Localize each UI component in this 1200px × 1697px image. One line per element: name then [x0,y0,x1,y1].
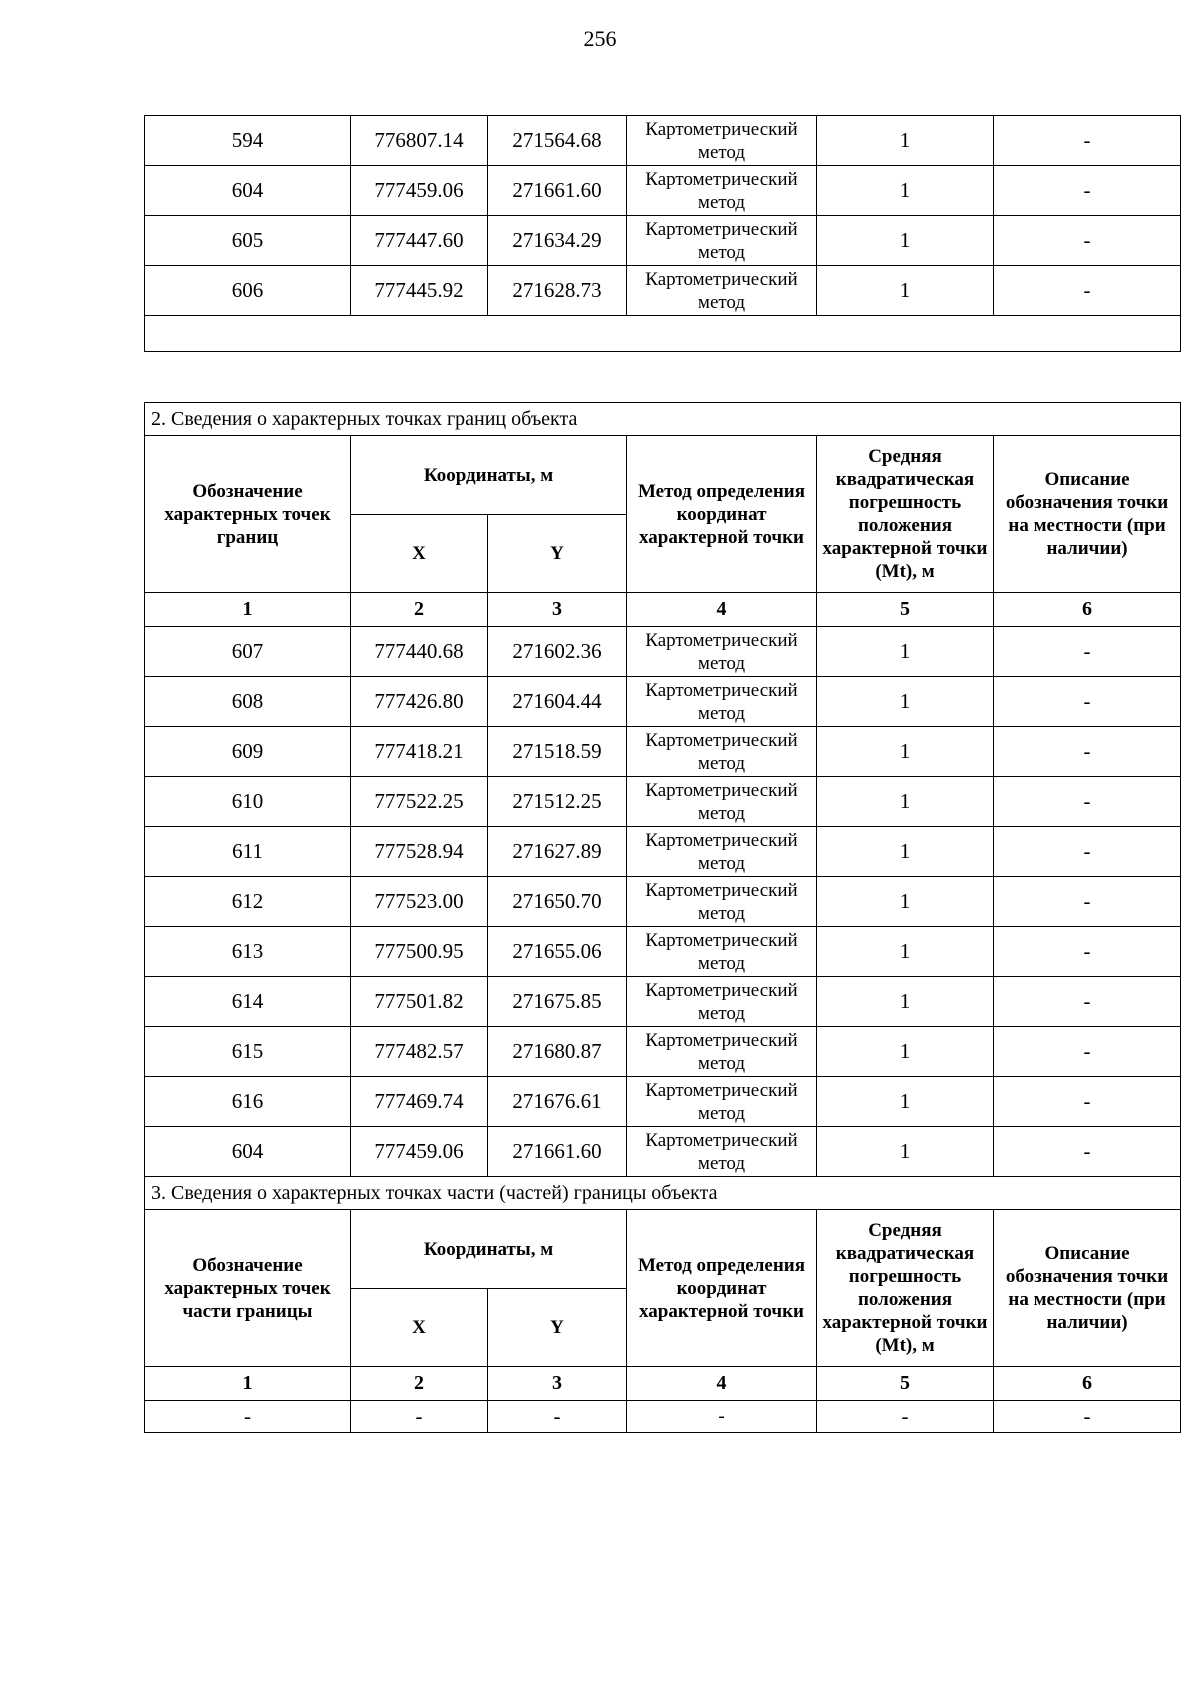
cell-x: 777426.80 [351,677,488,727]
cell-description: - [994,1077,1181,1127]
cell-point: - [145,1401,351,1433]
cell-method: Картометрический метод [627,877,817,927]
column-number: 6 [994,1367,1181,1401]
cell-point: 612 [145,877,351,927]
cell-description: - [994,627,1181,677]
cell-x: 777528.94 [351,827,488,877]
cell-x: 777501.82 [351,977,488,1027]
cell-y: 271661.60 [488,1127,627,1177]
cell-description: - [994,1027,1181,1077]
cell-point: 604 [145,1127,351,1177]
column-number: 2 [351,1367,488,1401]
cell-y: 271564.68 [488,116,627,166]
cell-x: 777482.57 [351,1027,488,1077]
cell-x: 777418.21 [351,727,488,777]
header-coords: Координаты, м [351,1210,627,1289]
cell-x: 777459.06 [351,166,488,216]
cell-y: 271512.25 [488,777,627,827]
cell-description: - [994,1401,1181,1433]
table-row [145,116,1181,166]
cell-accuracy: 1 [817,877,994,927]
cell-accuracy: 1 [817,116,994,166]
header-method: Метод определения координат характерной точки [627,436,817,593]
column-number: 1 [145,593,351,627]
section2-header [145,403,1181,627]
table-row [145,777,1181,827]
table-row [145,1027,1181,1077]
section3-title: 3. Сведения о характерных точках части (частей) границы объекта [145,1177,1181,1210]
column-number: 4 [627,1367,817,1401]
page-number: 256 [583,26,617,51]
cell-y: 271628.73 [488,266,627,316]
cell-method: Картометрический метод [627,166,817,216]
cell-accuracy: 1 [817,827,994,877]
cell-y: 271602.36 [488,627,627,677]
cell-y: 271518.59 [488,727,627,777]
cell-point: 616 [145,1077,351,1127]
table-row [145,1127,1181,1177]
cell-method: - [627,1401,817,1433]
cell-y: 271676.61 [488,1077,627,1127]
cell-description: - [994,877,1181,927]
column-number: 4 [627,593,817,627]
column-number: 3 [488,593,627,627]
table-row [145,927,1181,977]
table-row [145,877,1181,927]
cell-accuracy: 1 [817,266,994,316]
cell-point: 606 [145,266,351,316]
cell-point: 610 [145,777,351,827]
table-row [145,677,1181,727]
cell-x: 777447.60 [351,216,488,266]
table-row [145,1077,1181,1127]
cell-accuracy: 1 [817,727,994,777]
cell-accuracy: 1 [817,927,994,977]
cell-point: 607 [145,627,351,677]
cell-point: 594 [145,116,351,166]
cell-accuracy: 1 [817,1027,994,1077]
cell-x: 777523.00 [351,877,488,927]
cell-description: - [994,827,1181,877]
cell-description: - [994,777,1181,827]
column-number: 5 [817,1367,994,1401]
empty-row [145,316,1181,352]
header-y: Y [488,1289,627,1367]
column-number: 6 [994,593,1181,627]
cell-method: Картометрический метод [627,977,817,1027]
cell-method: Картометрический метод [627,927,817,977]
cell-y: 271604.44 [488,677,627,727]
section3-header [145,1177,1181,1401]
cell-y: 271650.70 [488,877,627,927]
header-method: Метод определения координат характерной точки [627,1210,817,1367]
cell-method: Картометрический метод [627,1027,817,1077]
coordinates-table-continued [144,115,1181,352]
cell-y: 271655.06 [488,927,627,977]
cell-point: 605 [145,216,351,266]
cell-description: - [994,116,1181,166]
cell-method: Картометрический метод [627,1127,817,1177]
cell-description: - [994,266,1181,316]
column-number: 5 [817,593,994,627]
cell-accuracy: 1 [817,1077,994,1127]
cell-description: - [994,166,1181,216]
section3-body [145,1401,1181,1433]
column-number: 1 [145,1367,351,1401]
cell-method: Картометрический метод [627,777,817,827]
header-point: Обозначение характерных точек части границы [145,1210,351,1367]
cell-y: 271634.29 [488,216,627,266]
cell-x: - [351,1401,488,1433]
table-row [145,727,1181,777]
cell-x: 777469.74 [351,1077,488,1127]
cell-x: 777445.92 [351,266,488,316]
table-row [145,827,1181,877]
cell-accuracy: 1 [817,977,994,1027]
header-accuracy: Средняя квадратическая погрешность положения характерной точки (Mt), м [817,1210,994,1367]
cell-method: Картометрический метод [627,216,817,266]
coordinates-table [144,402,1181,1433]
table1-body [145,116,1181,352]
header-coords: Координаты, м [351,436,627,515]
cell-y: - [488,1401,627,1433]
cell-accuracy: 1 [817,627,994,677]
column-number: 2 [351,593,488,627]
cell-point: 609 [145,727,351,777]
header-point: Обозначение характерных точек границ [145,436,351,593]
cell-accuracy: 1 [817,166,994,216]
cell-description: - [994,727,1181,777]
header-description: Описание обозначения точки на местности (при наличии) [994,1210,1181,1367]
cell-method: Картометрический метод [627,827,817,877]
section2-title: 2. Сведения о характерных точках границ объекта [145,403,1181,436]
table-row [145,1401,1181,1433]
header-description: Описание обозначения точки на местности (при наличии) [994,436,1181,593]
cell-description: - [994,216,1181,266]
cell-method: Картометрический метод [627,116,817,166]
cell-description: - [994,677,1181,727]
cell-point: 615 [145,1027,351,1077]
cell-y: 271680.87 [488,1027,627,1077]
cell-method: Картометрический метод [627,1077,817,1127]
cell-accuracy: - [817,1401,994,1433]
cell-point: 614 [145,977,351,1027]
table-row [145,166,1181,216]
cell-description: - [994,977,1181,1027]
header-accuracy: Средняя квадратическая погрешность положения характерной точки (Mt), м [817,436,994,593]
table-row [145,627,1181,677]
cell-point: 608 [145,677,351,727]
cell-y: 271661.60 [488,166,627,216]
header-x: X [351,1289,488,1367]
header-x: X [351,515,488,593]
section2-body [145,627,1181,1177]
table-row [145,266,1181,316]
cell-method: Картометрический метод [627,727,817,777]
cell-method: Картометрический метод [627,677,817,727]
column-number: 3 [488,1367,627,1401]
cell-accuracy: 1 [817,1127,994,1177]
cell-description: - [994,1127,1181,1177]
cell-accuracy: 1 [817,677,994,727]
empty-cell [145,316,1181,352]
cell-description: - [994,927,1181,977]
cell-x: 777440.68 [351,627,488,677]
cell-point: 604 [145,166,351,216]
cell-point: 611 [145,827,351,877]
cell-x: 777522.25 [351,777,488,827]
cell-y: 271675.85 [488,977,627,1027]
cell-x: 777500.95 [351,927,488,977]
cell-x: 777459.06 [351,1127,488,1177]
table-row [145,977,1181,1027]
header-y: Y [488,515,627,593]
cell-y: 271627.89 [488,827,627,877]
cell-method: Картометрический метод [627,627,817,677]
cell-point: 613 [145,927,351,977]
table-row [145,216,1181,266]
cell-accuracy: 1 [817,216,994,266]
cell-accuracy: 1 [817,777,994,827]
cell-x: 776807.14 [351,116,488,166]
cell-method: Картометрический метод [627,266,817,316]
